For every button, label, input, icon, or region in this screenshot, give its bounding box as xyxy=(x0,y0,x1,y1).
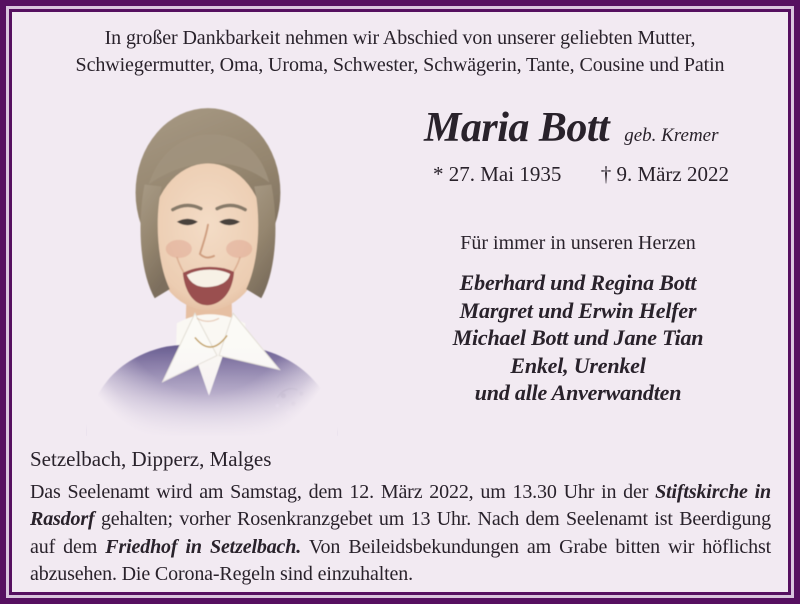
announcement-church: Stiftskirche in Rasdorf xyxy=(30,481,771,531)
intro-line-2: Schwiegermutter, Oma, Uroma, Schwester, Schwägerin, Tante, Cousine und Patin xyxy=(75,54,725,76)
announcement-part-1: Das Seelenamt wird am Samstag, dem 12. März 2022, um 13.30 Uhr in der xyxy=(30,481,656,503)
mourner-line: und alle Anverwandten xyxy=(474,380,682,405)
life-dates xyxy=(433,162,729,187)
portrait-photo-image xyxy=(86,96,338,436)
places-line: Setzelbach, Dipperz, Malges xyxy=(30,447,272,471)
mourner-line: Enkel, Urenkel xyxy=(510,352,646,378)
announcement-cemetery: Friedhof in Setzelbach. xyxy=(105,535,302,558)
announcement-part-3: Von Beileidsbekundungen am Grabe bitten wir höflichst abzusehen. Die Corona-Regeln sind einzuhalten. xyxy=(30,535,772,585)
announcement-part-2: gehalten; vorher Rosenkranzgebet um 13 Uhr. Nach dem Seelenamt ist Beerdigung auf dem xyxy=(30,508,771,558)
deceased-name-row xyxy=(424,104,719,152)
mourner-line: Michael Bott und Jane Tian xyxy=(452,325,704,350)
tribute-block xyxy=(420,232,736,407)
intro-text xyxy=(20,25,780,79)
intro-line-1: In großer Dankbarkeit nehmen wir Abschied von unserer geliebten Mutter, xyxy=(104,27,696,49)
death-date: † 9. März 2022 xyxy=(600,162,729,186)
maiden-name: geb. Kremer xyxy=(624,125,719,146)
mourner-line: Eberhard und Regina Bott xyxy=(459,270,697,295)
deceased-name: Maria Bott xyxy=(424,105,610,151)
birth-date: * 27. Mai 1935 xyxy=(433,162,562,186)
mourner-line: Margret und Erwin Helfer xyxy=(459,297,697,323)
funeral-announcement xyxy=(30,479,771,588)
tribute-intro: Für immer in unseren Herzen xyxy=(460,232,696,254)
portrait-photo xyxy=(86,96,338,436)
